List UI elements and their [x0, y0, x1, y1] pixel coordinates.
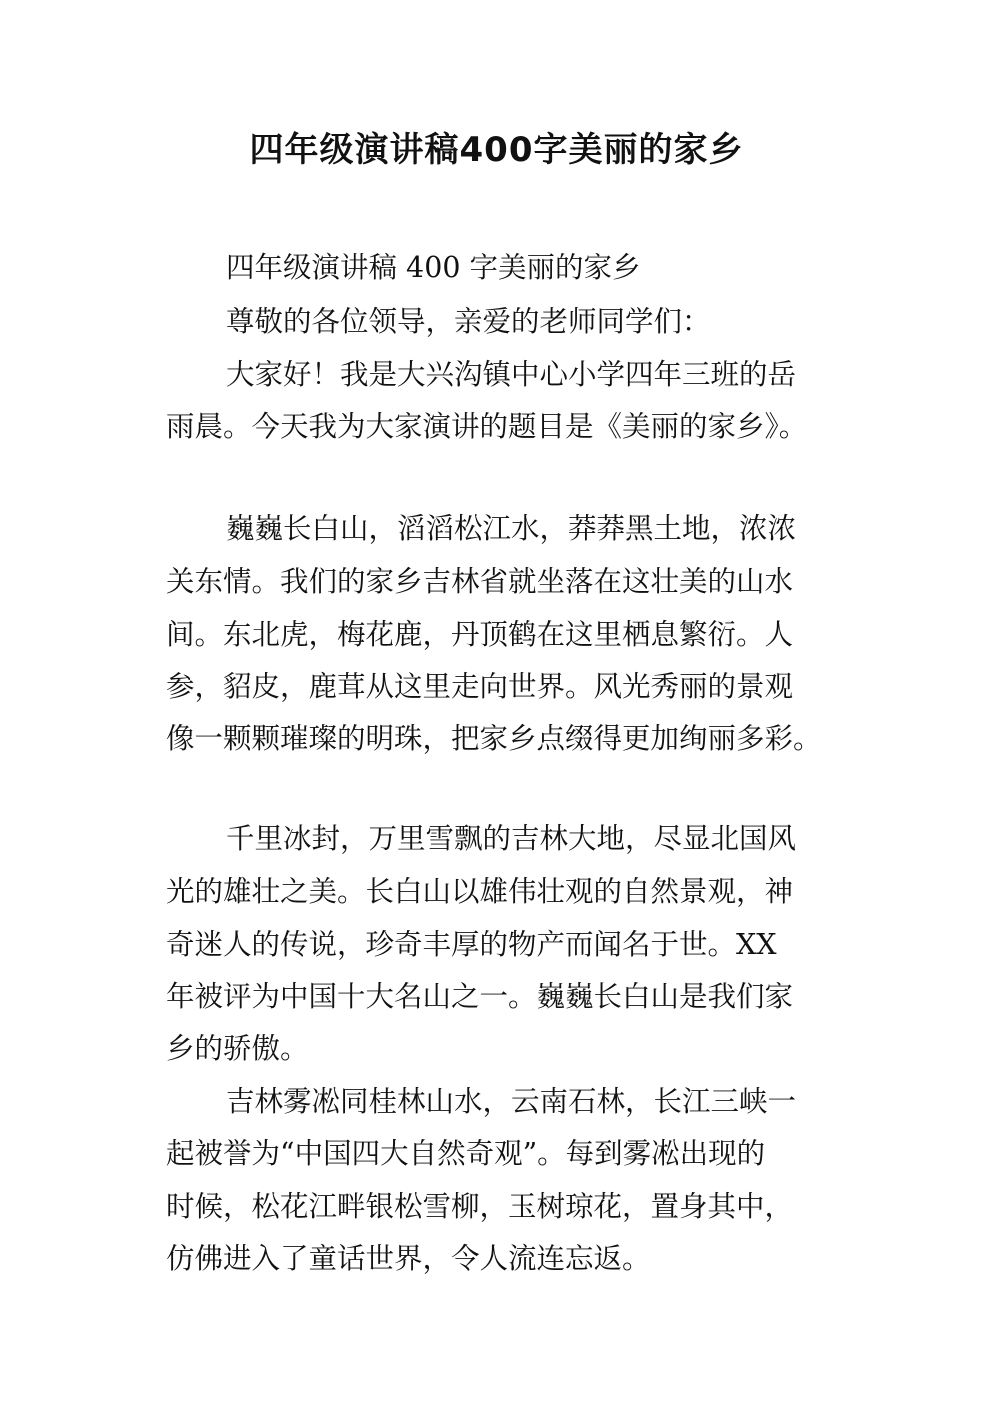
paragraph-line: 时候，松花江畔银松雪柳，玉树琼花，置身其中，	[166, 1190, 794, 1223]
document-title: 四年级演讲稿400字美丽的家乡	[249, 130, 744, 170]
paragraph-line: 吉林雾凇同桂林山水，云南石林，长江三峡一	[226, 1085, 797, 1118]
paragraph-line: 雨晨。今天我为大家演讲的题目是《美丽的家乡》。	[166, 410, 808, 443]
paragraph-line: 关东情。我们的家乡吉林省就坐落在这壮美的山水	[166, 565, 794, 598]
paragraph-line: 年被评为中国十大名山之一。巍巍长白山是我们家	[166, 980, 794, 1013]
paragraph-line: 间。东北虎，梅花鹿，丹顶鹤在这里栖息繁衍。人	[166, 618, 794, 651]
subtitle-line: 四年级演讲稿 400 字美丽的家乡	[226, 251, 641, 284]
paragraph-line: 光的雄壮之美。长白山以雄伟壮观的自然景观，神	[166, 875, 794, 908]
paragraph-line: 大家好！我是大兴沟镇中心小学四年三班的岳	[226, 358, 797, 391]
paragraph-line: 巍巍长白山，滔滔松江水，莽莽黑土地，浓浓	[226, 512, 797, 545]
greeting-line: 尊敬的各位领导，亲爱的老师同学们：	[226, 305, 711, 338]
paragraph-line: 起被誉为“中国四大自然奇观”。每到雾凇出现的	[166, 1137, 766, 1170]
paragraph-line: 乡的骄傲。	[166, 1032, 309, 1065]
paragraph-line: 奇迷人的传说，珍奇丰厚的物产而闻名于世。XX	[166, 928, 777, 961]
paragraph-line: 千里冰封，万里雪飘的吉林大地，尽显北国风	[226, 822, 797, 855]
paragraph-line: 仿佛进入了童话世界，令人流连忘返。	[166, 1242, 651, 1275]
paragraph-line: 像一颗颗璀璨的明珠，把家乡点缀得更加绚丽多彩。	[166, 722, 822, 755]
paragraph-line: 参，貂皮，鹿茸从这里走向世界。风光秀丽的景观	[166, 670, 794, 703]
